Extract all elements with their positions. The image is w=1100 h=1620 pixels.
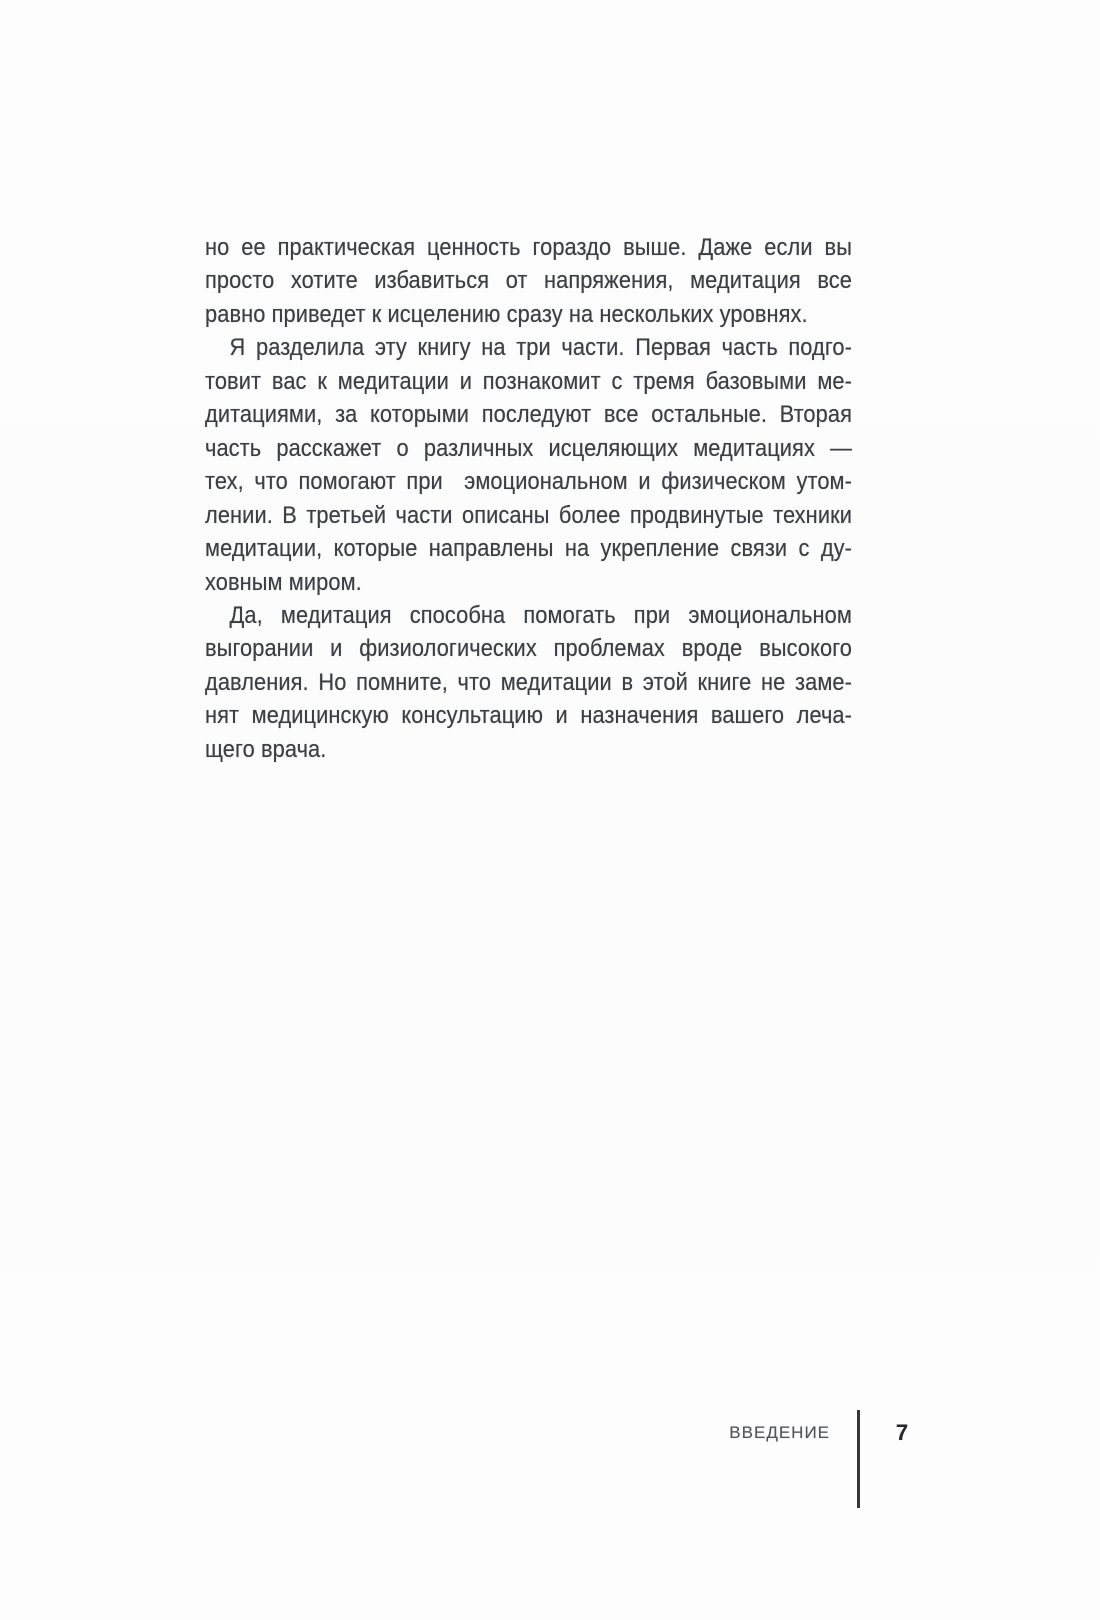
footer-divider (857, 1410, 860, 1508)
text-line: медитации, которые направлены на укрепление связи с ду- (205, 535, 852, 563)
text-line: лении. В третьей части описаны более продвинутые техники (205, 501, 852, 529)
text-line: ховным миром. (205, 568, 362, 596)
text-line: товит вас к медитации и познакомит с тремя базовыми ме- (205, 367, 852, 395)
footer-page-number: 7 (895, 1420, 909, 1445)
text-line: выгорании и физиологических проблемах вроде высокого (205, 635, 852, 663)
text-line: дитациями, за которыми последуют все остальные. Вторая (205, 401, 852, 429)
text-line: равно приведет к исцелению сразу на нескольких уровнях. (205, 300, 808, 328)
text-line: щего врача. (205, 735, 327, 763)
text-line: просто хотите избавиться от напряжения, медитация все (205, 267, 852, 295)
text-line: часть расскажет о различных исцеляющих медитациях — (205, 434, 852, 462)
text-line: Я разделила эту книгу на три части. Первая часть подго- (229, 334, 852, 362)
text-line: но ее практическая ценность гораздо выше. Даже если вы (205, 234, 852, 261)
body-text (205, 231, 852, 766)
footer-section-label: ВВЕДЕНИЕ (729, 1423, 830, 1442)
text-line: давления. Но помните, что медитации в этой книге не заме- (205, 668, 852, 696)
text-line: нят медицинскую консультацию и назначения вашего леча- (205, 702, 852, 730)
text-line: тех, что помогают при эмоциональном и физическом утом- (205, 468, 852, 496)
text-line: Да, медитация способна помогать при эмоциональном (229, 601, 852, 629)
